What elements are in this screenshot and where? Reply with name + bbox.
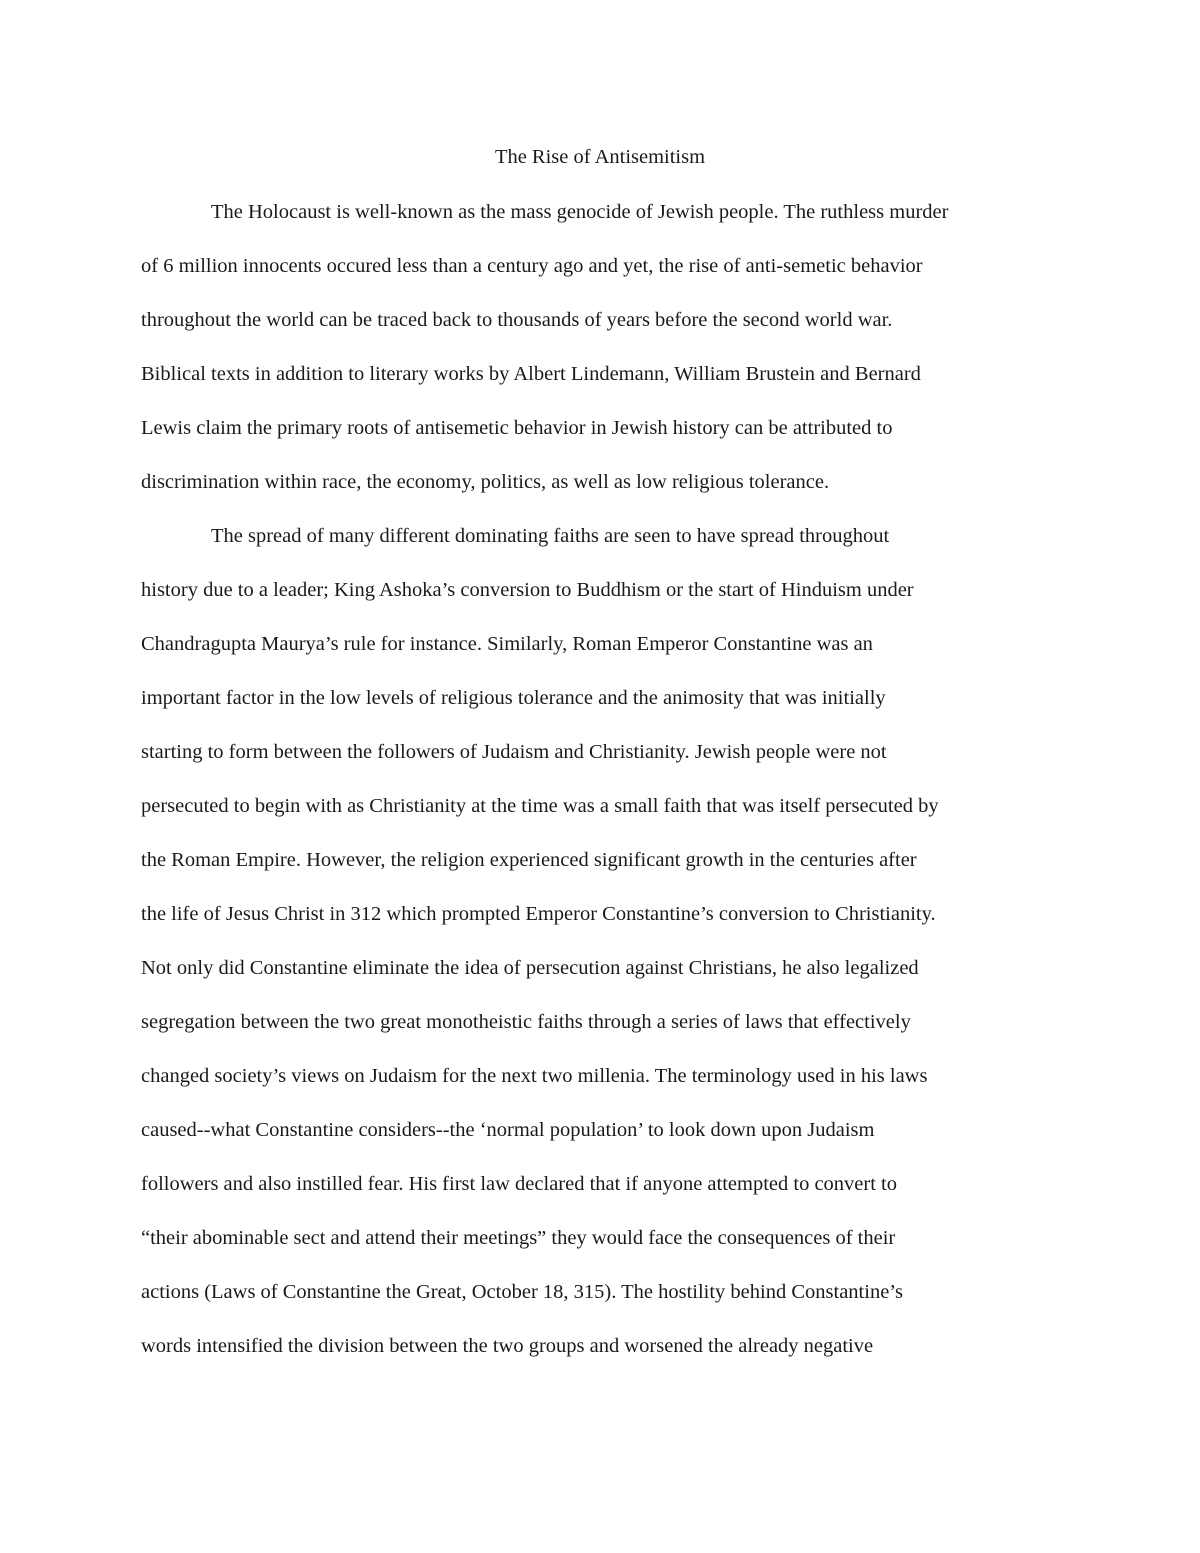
paragraph-line: followers and also instilled fear. His first law declared that if anyone attempted to convert to — [141, 1173, 897, 1195]
paragraph-line: of 6 million innocents occured less than a century ago and yet, the rise of anti-semetic behavior — [141, 255, 923, 277]
paragraph-line: Not only did Constantine eliminate the idea of persecution against Christians, he also legalized — [141, 957, 919, 979]
paragraph-line: persecuted to begin with as Christianity at the time was a small faith that was itself persecuted by — [141, 795, 939, 817]
paragraph-line: words intensified the division between the two groups and worsened the already negative — [141, 1335, 874, 1357]
paragraph-line: changed society’s views on Judaism for the next two millenia. The terminology used in his laws — [141, 1065, 928, 1087]
paragraph-line: starting to form between the followers of Judaism and Christianity. Jewish people were not — [141, 741, 887, 763]
paragraph-line: caused--what Constantine considers--the ‘normal population’ to look down upon Judaism — [141, 1119, 875, 1141]
document-title: The Rise of Antisemitism — [494, 146, 706, 168]
paragraph-line: the Roman Empire. However, the religion experienced significant growth in the centuries after — [141, 849, 917, 871]
paragraph-line: Chandragupta Maurya’s rule for instance. Similarly, Roman Emperor Constantine was an — [141, 633, 873, 655]
paragraph-line: discrimination within race, the economy, politics, as well as low religious tolerance. — [141, 471, 830, 493]
paragraph-line: actions (Laws of Constantine the Great, October 18, 315). The hostility behind Constantine’s — [141, 1281, 903, 1303]
paragraph-line: the life of Jesus Christ in 312 which prompted Emperor Constantine’s conversion to Christianity. — [141, 903, 936, 925]
paragraph-line: “their abominable sect and attend their meetings” they would face the consequences of their — [141, 1227, 896, 1249]
paragraph-line: important factor in the low levels of religious tolerance and the animosity that was initially — [141, 687, 886, 709]
paragraph-line: The spread of many different dominating faiths are seen to have spread throughout — [211, 525, 890, 547]
paragraph-line: segregation between the two great monotheistic faiths through a series of laws that effectively — [141, 1011, 911, 1033]
paragraph-line: throughout the world can be traced back to thousands of years before the second world war. — [141, 309, 893, 331]
paragraph-line: history due to a leader; King Ashoka’s conversion to Buddhism or the start of Hinduism under — [141, 579, 914, 601]
paragraph-line: Biblical texts in addition to literary works by Albert Lindemann, William Brustein and Bernard — [141, 363, 921, 385]
paragraph-line: The Holocaust is well-known as the mass genocide of Jewish people. The ruthless murder — [211, 201, 949, 223]
paragraph-line: Lewis claim the primary roots of antisemetic behavior in Jewish history can be attributed to — [141, 417, 893, 439]
